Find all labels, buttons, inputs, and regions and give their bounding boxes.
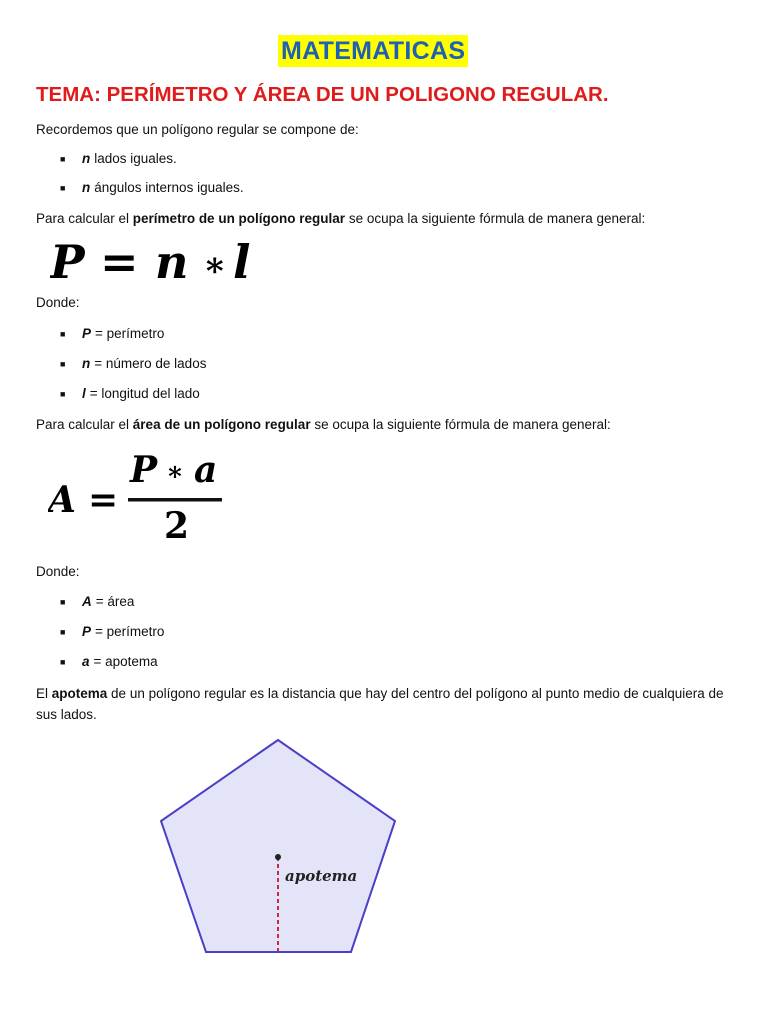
definition-bold-text: apotema xyxy=(51,686,108,701)
list-item xyxy=(60,355,206,373)
list-item xyxy=(60,623,164,641)
area-lead xyxy=(36,416,611,434)
list-item xyxy=(60,150,177,168)
intro-paragraph: Recordemos que un polígono regular se compone de: xyxy=(36,122,359,137)
lead-bold-text: área de un polígono regular xyxy=(132,417,311,432)
formula-times: ∗ xyxy=(203,245,227,285)
perimeter-lead xyxy=(36,210,645,228)
formula-p: P xyxy=(50,235,85,289)
formula-a: A xyxy=(48,479,76,521)
lead-text: Para calcular el xyxy=(36,211,133,226)
list-item xyxy=(60,593,134,611)
topic-heading: TEMA: PERÍMETRO Y ÁREA DE UN POLIGONO REGULAR. xyxy=(36,83,609,106)
list-item xyxy=(60,653,158,671)
symbol: A xyxy=(82,594,92,609)
list-item xyxy=(60,179,244,197)
apothem-label: apotema xyxy=(285,867,358,885)
formula-times: ∗ xyxy=(166,457,184,487)
list-item xyxy=(60,385,200,403)
where-label: Donde: xyxy=(36,295,80,310)
formula-p: P xyxy=(130,450,158,491)
bullet-icon: ■ xyxy=(60,389,66,399)
lead-text: Para calcular el xyxy=(36,417,133,432)
item-text: = perímetro xyxy=(95,624,165,639)
definition-text: de un polígono regular es la distancia que hay del centro del polígono al punto medio de cualquiera de sus lados. xyxy=(36,686,724,722)
formula-l: l xyxy=(233,235,251,289)
item-text: ángulos internos iguales. xyxy=(94,180,244,195)
symbol: n xyxy=(82,151,91,166)
bullet-icon: ■ xyxy=(60,183,66,193)
formula-equals: = xyxy=(88,479,119,521)
fraction-bar xyxy=(128,498,222,502)
item-text: = longitud del lado xyxy=(89,386,200,401)
pentagon-diagram xyxy=(150,735,410,960)
item-text: = área xyxy=(95,594,135,609)
lead-text: se ocupa la siguiente fórmula de manera general: xyxy=(345,211,646,226)
symbol: a xyxy=(82,654,90,669)
item-text: lados iguales. xyxy=(94,151,177,166)
symbol: P xyxy=(82,624,92,639)
pentagon-figure xyxy=(150,735,410,960)
bullet-icon: ■ xyxy=(60,359,66,369)
area-formula xyxy=(48,450,238,550)
apothem-definition xyxy=(36,683,736,725)
item-text: = perímetro xyxy=(95,326,165,341)
bullet-icon: ■ xyxy=(60,657,66,667)
formula-apothem: a xyxy=(194,450,218,491)
definition-text: El xyxy=(36,686,52,701)
bullet-icon: ■ xyxy=(60,597,66,607)
lead-text: se ocupa la siguiente fórmula de manera general: xyxy=(310,417,611,432)
where-label: Donde: xyxy=(36,564,80,579)
symbol: n xyxy=(82,356,91,371)
bullet-icon: ■ xyxy=(60,627,66,637)
bullet-icon: ■ xyxy=(60,329,66,339)
center-point xyxy=(275,854,281,860)
formula-equals: = xyxy=(100,235,139,289)
list-item xyxy=(60,325,164,343)
formula-n: n xyxy=(155,235,189,289)
symbol: n xyxy=(82,180,91,195)
page-title: MATEMATICAS xyxy=(278,35,468,67)
formula-denominator: 2 xyxy=(164,505,190,547)
item-text: = número de lados xyxy=(94,356,207,371)
lead-bold-text: perímetro de un polígono regular xyxy=(132,211,346,226)
perimeter-formula xyxy=(50,234,270,290)
symbol: l xyxy=(82,386,86,401)
symbol: P xyxy=(82,326,92,341)
bullet-icon: ■ xyxy=(60,154,66,164)
item-text: = apotema xyxy=(93,654,158,669)
